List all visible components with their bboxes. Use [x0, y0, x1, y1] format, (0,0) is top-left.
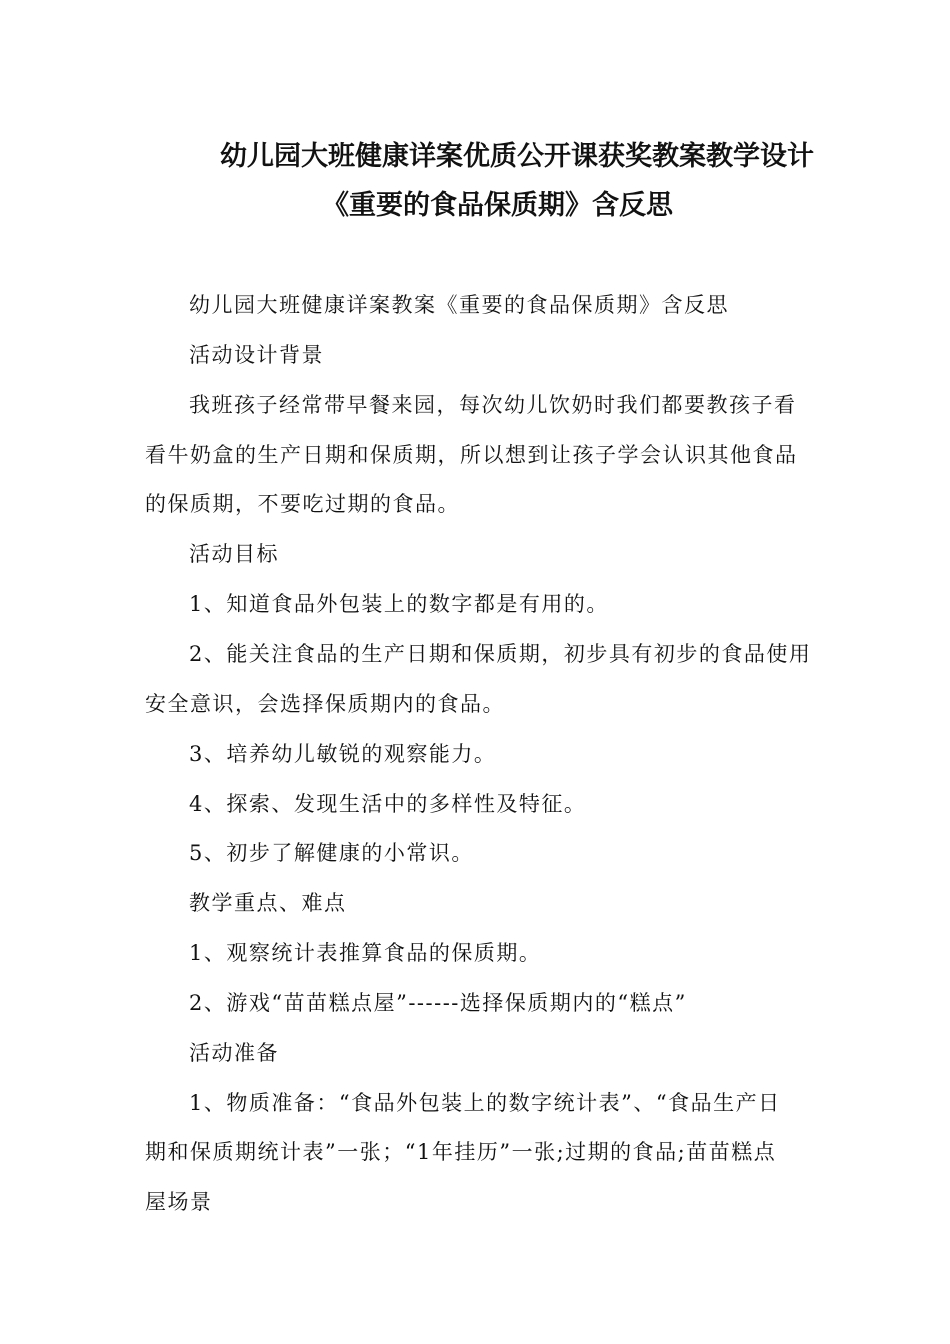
list-item: 2、能关注食品的生产日期和保质期，初步具有初步的食品使用: [189, 642, 812, 666]
list-item-continuation: 安全意识，会选择保质期内的食品。: [145, 692, 505, 716]
list-item: 2、游戏“苗苗糕点屋”------选择保质期内的“糕点”: [189, 991, 687, 1015]
section-heading-key-points: 教学重点、难点: [189, 891, 347, 915]
section-heading-preparation: 活动准备: [189, 1041, 279, 1065]
document-title-line-1: 幼儿园大班健康详案优质公开课获奖教案教学设计: [220, 141, 814, 172]
list-item: 4、探索、发现生活中的多样性及特征。: [189, 792, 587, 816]
document-title-line-2: 《重要的食品保质期》含反思: [322, 190, 673, 221]
paragraph-line: 的保质期，不要吃过期的食品。: [145, 492, 460, 516]
section-heading-goals: 活动目标: [189, 542, 279, 566]
list-item: 1、观察统计表推算食品的保质期。: [189, 941, 542, 965]
list-item: 5、初步了解健康的小常识。: [189, 841, 474, 865]
subtitle-paragraph: 幼儿园大班健康详案教案《重要的食品保质期》含反思: [189, 293, 729, 317]
list-item: 3、培养幼儿敏锐的观察能力。: [189, 742, 497, 766]
list-item: 1、物质准备：“食品外包装上的数字统计表”、“食品生产日: [189, 1091, 781, 1115]
paragraph-line: 看牛奶盒的生产日期和保质期，所以想到让孩子学会认识其他食品: [145, 443, 798, 467]
section-heading-background: 活动设计背景: [189, 343, 324, 367]
paragraph-line: 我班孩子经常带早餐来园，每次幼儿饮奶时我们都要教孩子看: [189, 393, 797, 417]
list-item-continuation: 期和保质期统计表”一张；“1年挂历”一张;过期的食品;苗苗糕点: [145, 1140, 777, 1164]
list-item-continuation: 屋场景: [145, 1190, 213, 1214]
list-item: 1、知道食品外包装上的数字都是有用的。: [189, 592, 609, 616]
